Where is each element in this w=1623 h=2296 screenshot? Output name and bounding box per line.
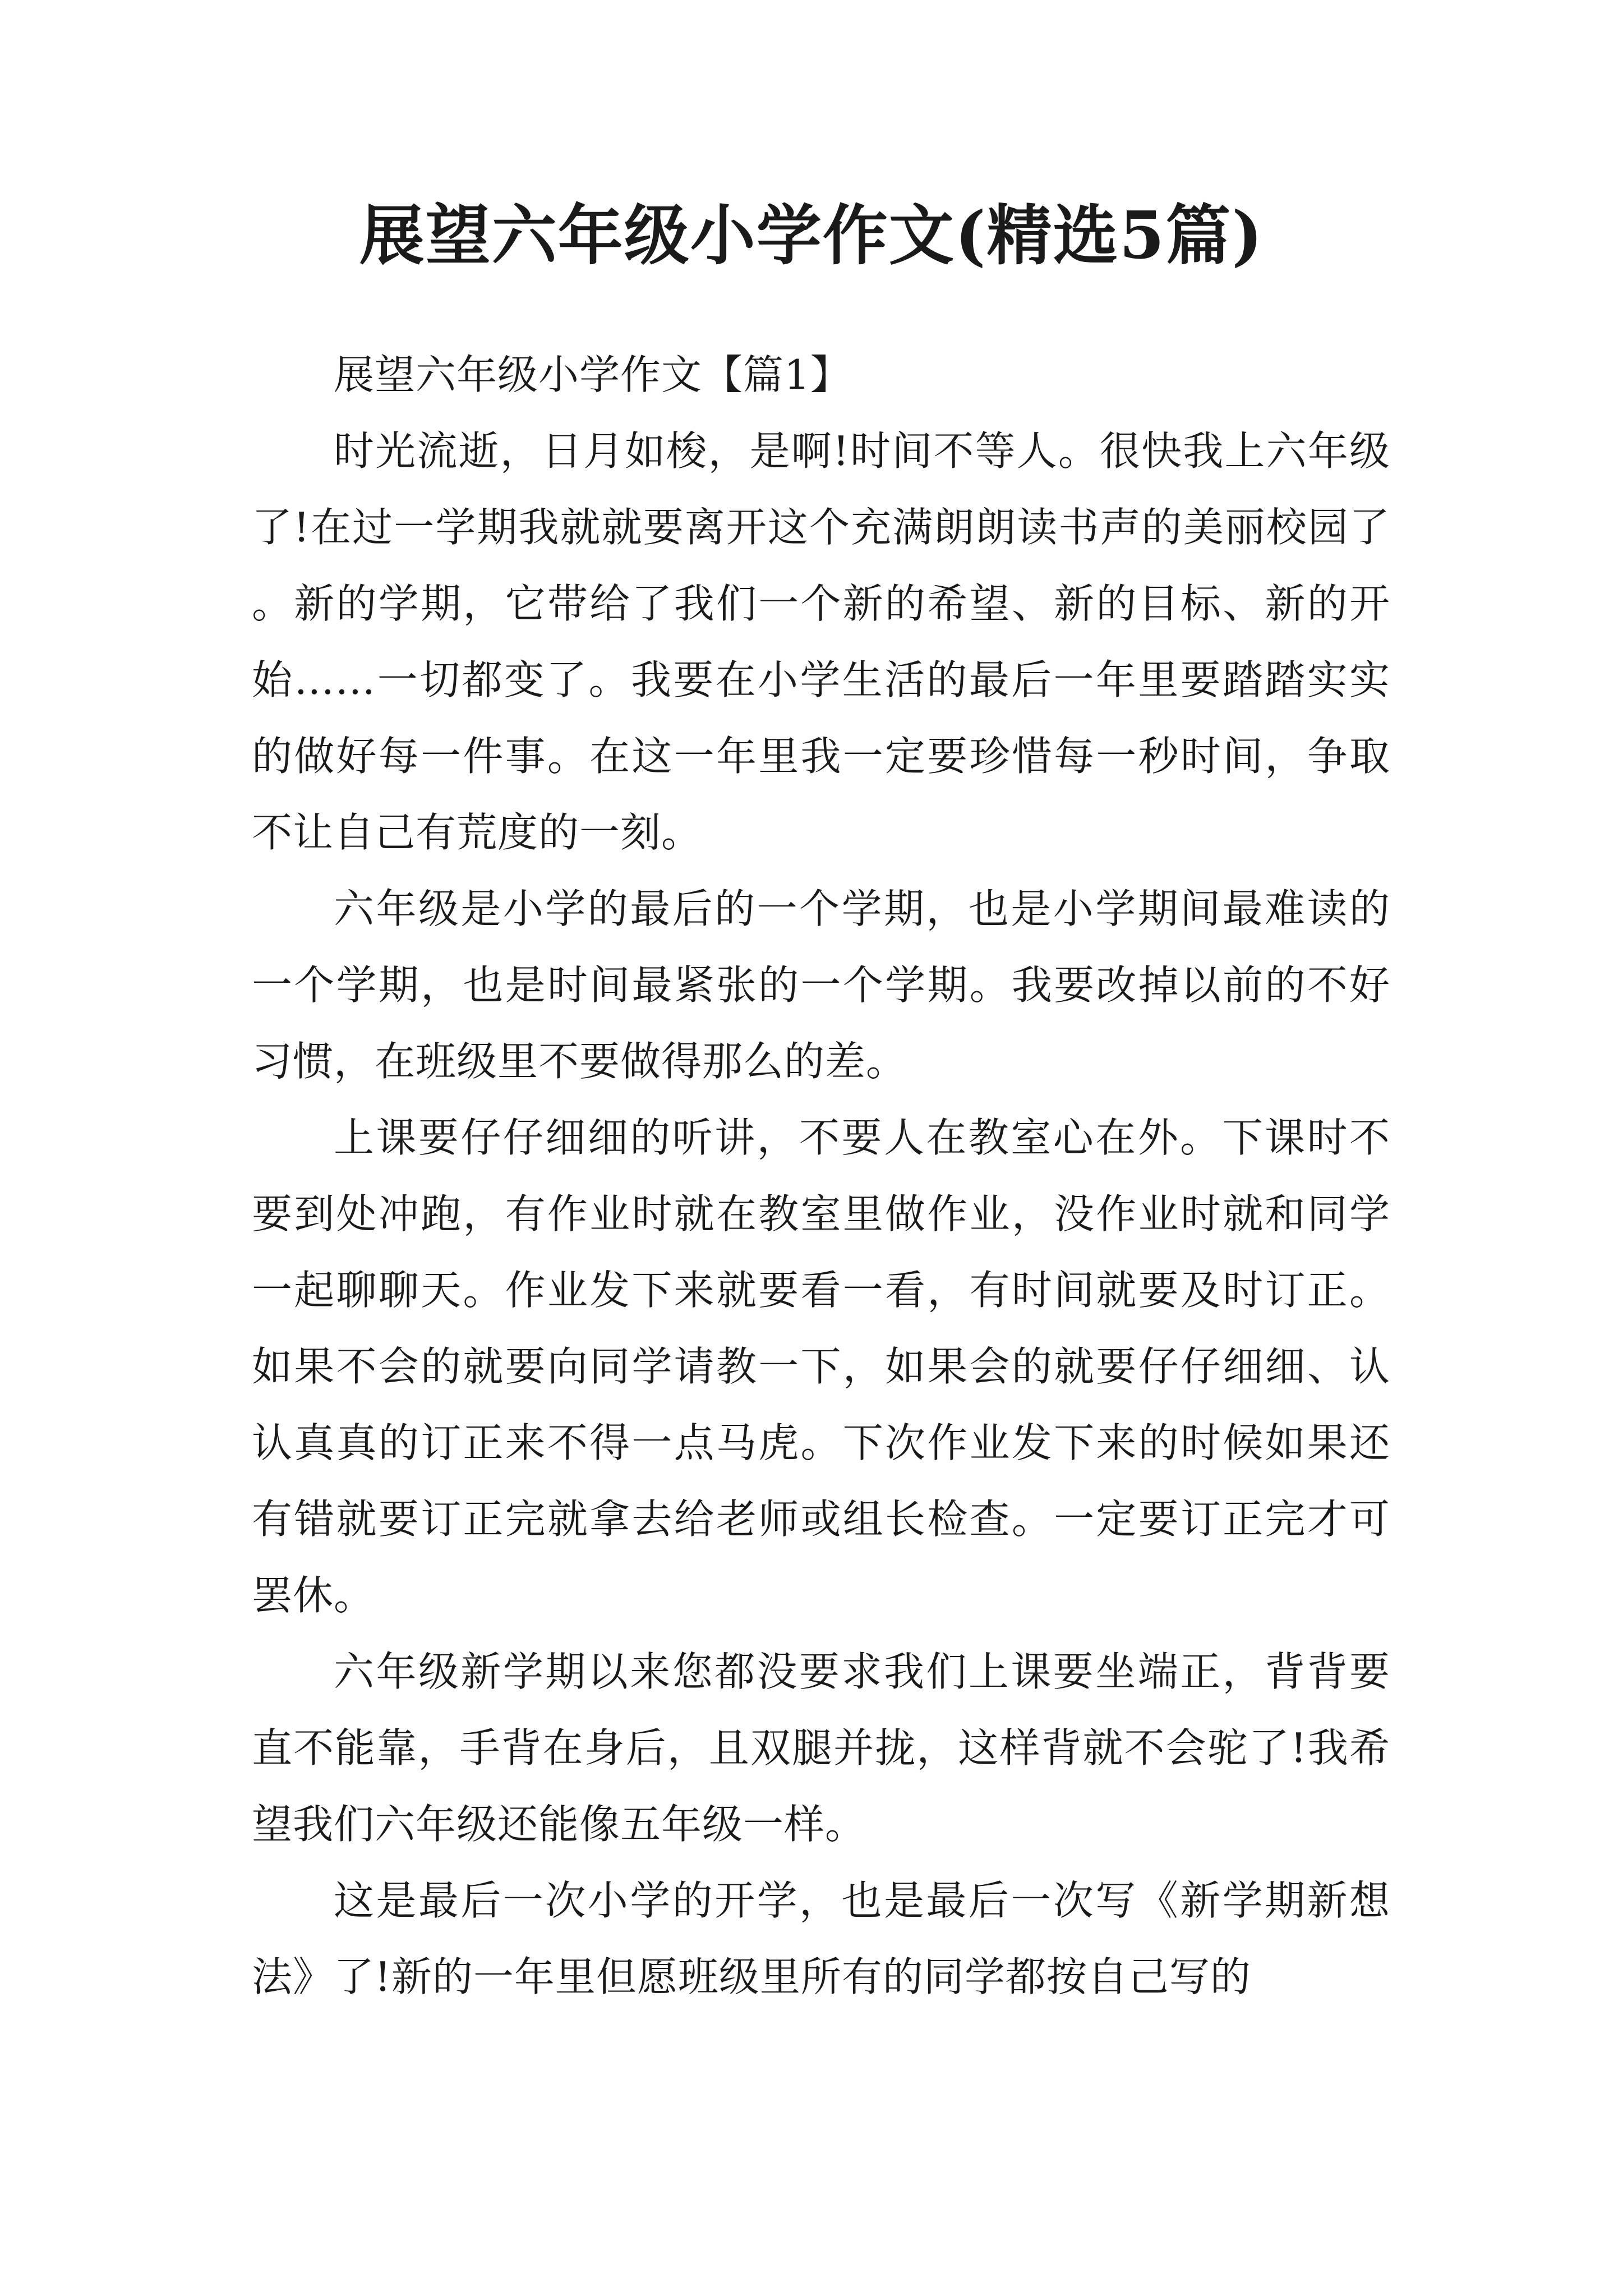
paragraph-1: 时光流逝，日月如梭，是啊!时间不等人。很快我上六年级了!在过一学期我就就要离开这个充满朗朗读书声的美丽校园了。新的学期，它带给了我们一个新的希望、新的目标、新的开始……一切都变了。我要在小学生活的最后一年里要踏踏实实的做好每一件事。在这一年里我一定要珍惜每一秒时间，争取不让自己有荒度的一刻。 xyxy=(252,427,1390,856)
paragraph-5: 这是最后一次小学的开学，也是最后一次写《新学期新想法》了!新的一年里但愿班级里所有的同学都按自己写的 xyxy=(252,1877,1390,2000)
paragraph-4: 六年级新学期以来您都没要求我们上课要坐端正，背背要直不能靠，手背在身后，且双腿并拢，这样背就不会驼了!我希望我们六年级还能像五年级一样。 xyxy=(252,1648,1390,1848)
paragraph-3: 上课要仔仔细细的听讲，不要人在教室心在外。下课时不要到处冲跑，有作业时就在教室里做作业，没作业时就和同学一起聊聊天。作业发下来就要看一看，有时间就要及时订正。如果不会的就要向同学请教一下，如果会的就要仔仔细细、认认真真的订正来不得一点马虎。下次作业发下来的时候如果还有错就要订正完就拿去给老师或组长检查。一定要订正完才可罢休。 xyxy=(252,1114,1390,1619)
document-title: 展望六年级小学作文(精选5篇) xyxy=(359,197,1264,274)
document-body xyxy=(252,337,1390,2015)
section-heading: 展望六年级小学作文【篇1】 xyxy=(334,351,851,398)
paragraph-2: 六年级是小学的最后的一个学期，也是小学期间最难读的一个学期，也是时间最紧张的一个学期。我要改掉以前的不好习惯，在班级里不要做得那么的差。 xyxy=(252,885,1390,1085)
